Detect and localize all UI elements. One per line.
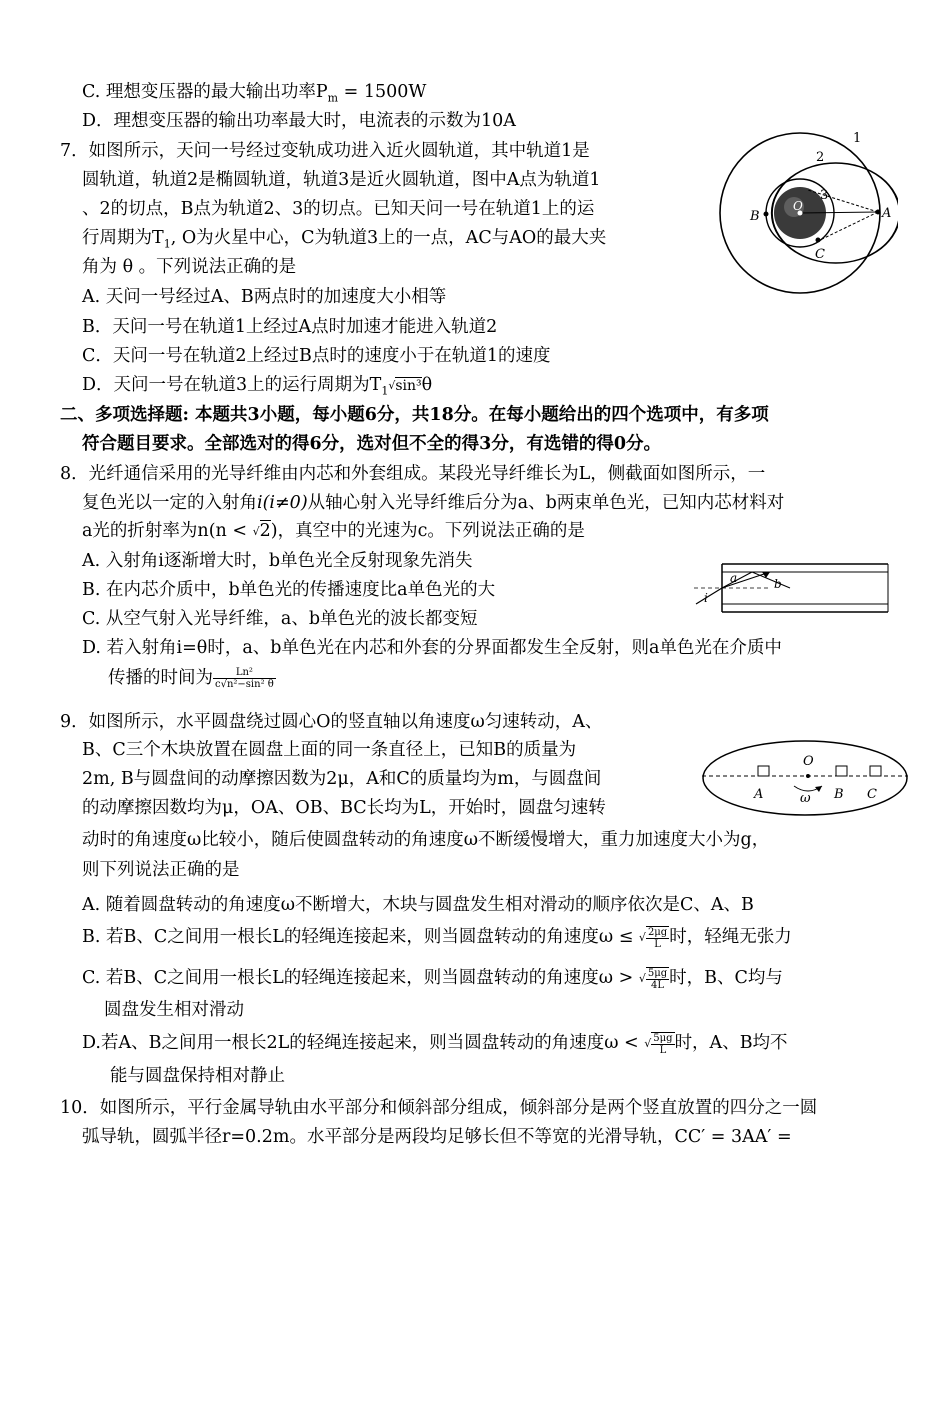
q7-option-c: C．天问一号在轨道2上经过B点时的速度小于在轨道1的速度 — [82, 346, 551, 366]
label-a: a — [730, 571, 738, 585]
incident-ray — [696, 588, 722, 604]
q8-stem-line1: 8．光纤通信采用的光导纤维由内芯和外套组成。某段光导纤维长为L，侧截面如图所示，一 — [60, 464, 766, 484]
label-o: O — [793, 199, 803, 213]
q9-option-b: B. 若B、C之间用一根长L的轻绳连接起来，则当圆盘转动的角速度ω ≤ √ $\frac{2\mu g}{L}$ 时，轻绳无张力 — [82, 926, 792, 950]
q8-stem-line3: a光的折射率为n(n < √2)，真空中的光速为c。下列说法正确的是 — [82, 521, 585, 541]
label-c: C — [867, 787, 877, 802]
q7-stem-line2: 圆轨道，轨道2是椭圆轨道，轨道3是近火圆轨道，图中A点为轨道1 — [82, 170, 601, 190]
label-a: A — [754, 787, 764, 802]
ray-a-reflect — [752, 572, 790, 588]
q9-option-c-line2: 圆盘发生相对滑动 — [104, 1000, 244, 1020]
point-b — [764, 212, 769, 217]
point-c — [816, 238, 821, 243]
label-o: O — [803, 754, 814, 769]
q7-orbit-figure — [708, 128, 898, 298]
q8-option-c: C. 从空气射入光导纤维，a、b单色光的波长都变短 — [82, 609, 478, 629]
q8-option-a: A. 入射角i逐渐增大时，b单色光全反射现象先消失 — [82, 551, 473, 571]
label-omega: ω — [800, 791, 811, 806]
q7-option-a: A. 天问一号经过A、B两点时的加速度大小相等 — [82, 287, 447, 307]
q8-option-d: D. 若入射角i=θ时，a、b单色光在内芯和外套的分界面都发生全反射，则a单色光在介质中 — [82, 638, 782, 658]
section2-header-line2: 符合题目要求。全部选对的得6分，选对但不全的得3分，有选错的得0分。 — [82, 434, 662, 454]
block-a — [758, 766, 769, 776]
q7-stem-line5: 角为 θ 。下列说法正确的是 — [82, 257, 297, 277]
q6-option-c: C. 理想变压器的最大输出功率$P_m = 1500W$ — [82, 82, 427, 105]
label-b: b — [774, 577, 782, 591]
q8-option-d-line2: 传播的时间为 $\frac{\text{Ln²}}{\text{c√n²−sin² θ}}$ — [108, 667, 274, 690]
q9-option-c: C. 若B、C之间用一根长L的轻绳连接起来，则当圆盘转动的角速度ω > √ $\frac{5\mu g}{4L}$ 时，B、C均与 — [82, 967, 783, 991]
q9-disk-figure — [700, 738, 910, 820]
q9-stem-line3: 2m, B与圆盘间的动摩擦因数为2μ，A和C的质量均为m，与圆盘间 — [82, 769, 602, 789]
point-a — [876, 210, 881, 215]
q10-stem-line2: 弧导轨，圆弧半径r=0.2m。水平部分是两段均足够长但不等宽的光滑导轨，CC′ = 3AA′ = — [82, 1127, 792, 1147]
q7-stem-line3: 、2的切点，B点为轨道2、3的切点。已知天问一号在轨道1上的运 — [82, 199, 595, 219]
q6-option-d: D．理想变压器的输出功率最大时，电流表的示数为10A — [82, 111, 516, 131]
q9-option-d-line2: 能与圆盘保持相对静止 — [110, 1066, 285, 1086]
label-b: B — [750, 209, 760, 224]
q9-stem-line2: B、C三个木块放置在圆盘上面的同一条直径上，已知B的质量为 — [82, 740, 577, 760]
q8-option-b: B. 在内芯介质中，b单色光的传播速度比a单色光的大 — [82, 580, 496, 600]
q7-option-d: D．天问一号在轨道3上的运行周期为$T_1√\sin^3\theta$ — [82, 375, 433, 398]
section2-header-line1: 二、多项选择题: 本题共3小题，每小题6分，共18分。在每小题给出的四个选项中，有多项 — [60, 405, 769, 425]
q9-option-a: A. 随着圆盘转动的角速度ω不断增大，木块与圆盘发生相对滑动的顺序依次是C、A、B — [82, 895, 754, 915]
block-c — [870, 766, 881, 776]
q10-stem-line1: 10．如图所示，平行金属导轨由水平部分和倾斜部分组成，倾斜部分是两个竖直放置的四分之一圆 — [60, 1098, 818, 1118]
q9-stem-line4: 的动摩擦因数均为μ，OA、OB、BC长均为L，开始时，圆盘匀速转 — [82, 798, 606, 818]
label-a: A — [882, 206, 892, 221]
q7-stem-line4: 行周期为$T_1$, O为火星中心，C为轨道3上的一点，AC与AO的最大夹 — [82, 228, 607, 251]
q8-fiber-figure — [690, 558, 895, 618]
q8-stem-line2: 复色光以一定的入射角i(i≠0)从轴心射入光导纤维后分为a、b两束单色光，已知内芯材料对 — [82, 493, 785, 513]
label-orbit-3: 3 — [820, 188, 829, 203]
block-b — [836, 766, 847, 776]
label-i: i — [704, 591, 708, 605]
q7-stem-line1: 7．如图所示，天问一号经过变轨成功进入近火圆轨道，其中轨道1是 — [60, 141, 590, 161]
q9-stem-line5: 动时的角速度ω比较小，随后使圆盘转动的角速度ω不断缓慢增大，重力加速度大小为g， — [82, 830, 770, 850]
q7-option-b: B．天问一号在轨道1上经过A点时加速才能进入轨道2 — [82, 317, 498, 337]
q9-option-d: D.若A、B之间用一根长2L的轻绳连接起来，则当圆盘转动的角速度ω < √ $\frac{5\mu g}{L}$ 时，A、B均不 — [82, 1032, 788, 1056]
q9-stem-line6: 则下列说法正确的是 — [82, 860, 240, 880]
q9-stem-line1: 9．如图所示，水平圆盘绕过圆心O的竖直轴以角速度ω匀速转动，A、 — [60, 712, 603, 732]
label-orbit-2: 2 — [816, 150, 825, 165]
label-c: C — [815, 247, 825, 262]
label-b: B — [834, 787, 844, 802]
center-o — [806, 774, 810, 778]
label-orbit-1: 1 — [853, 131, 862, 146]
